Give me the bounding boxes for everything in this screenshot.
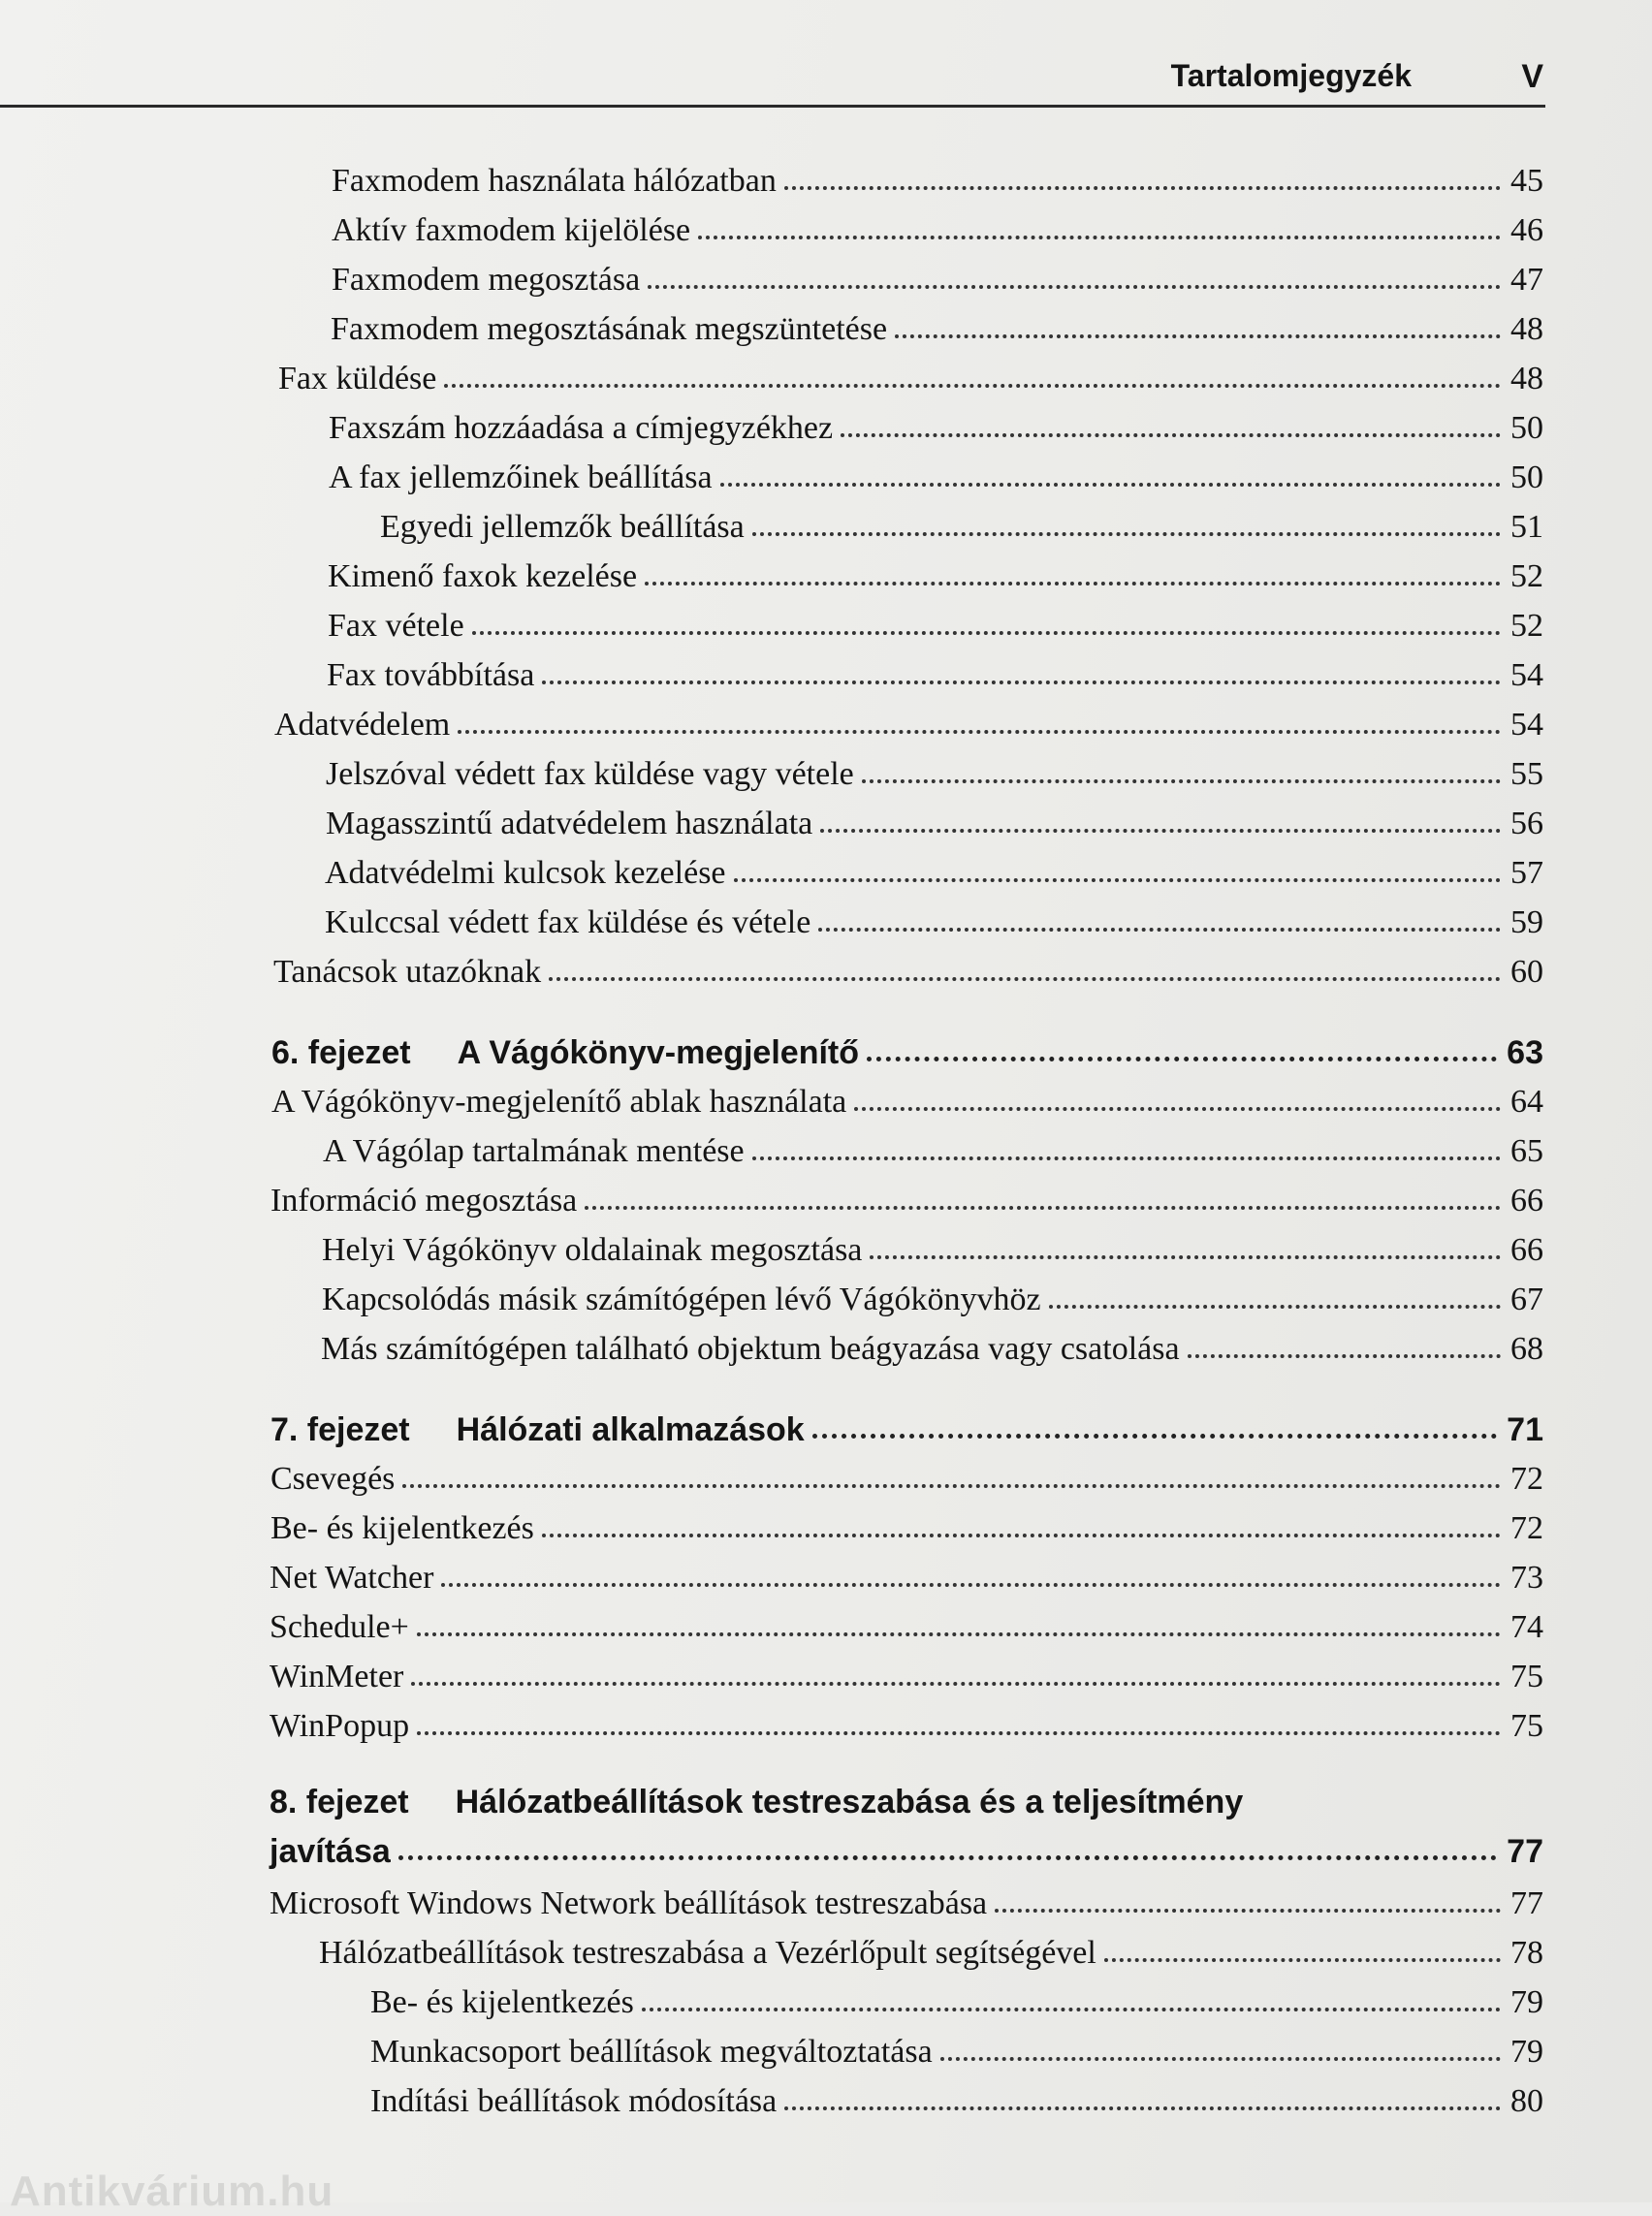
toc-entry — [323, 1121, 1543, 1171]
dot-leader — [542, 1534, 1501, 1537]
toc-entry — [328, 546, 1543, 596]
toc-entry-title: Kimenő faxok kezelése — [328, 558, 638, 594]
toc-entry-page: 52 — [1510, 558, 1543, 594]
toc-entry — [328, 595, 1543, 646]
toc-entry-title: A Vágólap tartalmának mentése — [323, 1133, 745, 1169]
toc-entry — [321, 1318, 1543, 1369]
dot-leader — [867, 1057, 1497, 1061]
toc-entry-title: Tanácsok utazóknak — [273, 954, 542, 990]
toc-entry — [270, 1695, 1543, 1746]
toc-entry-title: Jelszóval védett fax küldése vagy vétele — [326, 756, 854, 792]
chapter-title: Hálózatbeállítások testreszabása és a teljesítmény — [455, 1784, 1244, 1820]
toc-entry — [331, 299, 1543, 349]
toc-entry — [270, 1873, 1543, 1923]
toc-entry-title: Fax továbbítása — [327, 657, 535, 693]
toc-entry — [332, 150, 1543, 201]
toc-entry-page: 54 — [1510, 707, 1543, 743]
toc-entry — [370, 1972, 1543, 2022]
toc-entry — [325, 842, 1543, 893]
toc-entry-page: 54 — [1510, 657, 1543, 693]
toc-entry-page: 48 — [1510, 311, 1543, 347]
dot-leader — [441, 1583, 1501, 1587]
toc-entry — [319, 1922, 1543, 1973]
dot-leader — [542, 681, 1501, 684]
header-page-number: V — [1521, 58, 1543, 95]
toc-entry-page: 79 — [1510, 1984, 1543, 2020]
dot-leader — [940, 2057, 1501, 2061]
chapter-6-heading — [271, 1022, 1543, 1072]
dot-leader — [784, 2106, 1501, 2110]
toc-entry — [322, 1219, 1543, 1270]
dot-leader — [734, 878, 1501, 882]
chapter-number: 8. fejezet — [270, 1784, 409, 1820]
chapter-number: 7. fejezet — [270, 1411, 410, 1448]
toc-entry-title: A Vágókönyv-megjelenítő ablak használata — [271, 1084, 847, 1120]
dot-leader — [752, 1156, 1501, 1160]
toc-entry — [322, 1269, 1543, 1319]
toc-entry-title: Faxszám hozzáadása a címjegyzékhez — [329, 410, 834, 446]
toc-entry-page: 78 — [1510, 1935, 1543, 1971]
toc-entry-page: 46 — [1510, 212, 1543, 248]
toc-entry-title: Be- és kijelentkezés — [370, 1984, 634, 2020]
toc-entry-page: 64 — [1510, 1084, 1543, 1120]
dot-leader — [818, 928, 1501, 932]
toc-entry — [270, 1547, 1543, 1598]
dot-leader — [648, 285, 1501, 289]
toc-entry-title: Csevegés — [270, 1461, 396, 1497]
toc-entry-page: 77 — [1510, 1885, 1543, 1921]
dot-leader — [752, 532, 1501, 536]
toc-entry-title: Magasszintű adatvédelem használata — [326, 806, 813, 841]
toc-entry-title: A fax jellemzőinek beállítása — [329, 459, 713, 495]
toc-entry-page: 72 — [1510, 1510, 1543, 1546]
toc-entry-page: 67 — [1510, 1282, 1543, 1317]
toc-entry — [274, 694, 1543, 744]
toc-entry-title: Munkacsoport beállítások megváltoztatása — [370, 2034, 933, 2070]
toc-entry-page: 75 — [1510, 1708, 1543, 1744]
toc-entry-title: Microsoft Windows Network beállítások testreszabása — [270, 1885, 988, 1921]
toc-entry-title: Hálózatbeállítások testreszabása a Vezérlőpult segítségével — [319, 1935, 1096, 1971]
dot-leader — [417, 1731, 1501, 1735]
dot-leader — [1049, 1305, 1501, 1309]
dot-leader — [1188, 1354, 1501, 1358]
toc-entry — [271, 1071, 1543, 1122]
toc-entry-title: Aktív faxmodem kijelölése — [332, 212, 691, 248]
toc-entry-page: 79 — [1510, 2034, 1543, 2070]
toc-entry-title: Adatvédelmi kulcsok kezelése — [325, 855, 726, 891]
toc-entry-page: 45 — [1510, 163, 1543, 199]
watermark: Antikvárium.hu — [10, 2168, 334, 2215]
toc-entry — [270, 1448, 1543, 1499]
toc-entry-title: Faxmodem megosztása — [332, 262, 641, 298]
toc-entry-title: Faxmodem használata hálózatban — [332, 163, 777, 199]
toc-entry — [332, 200, 1543, 250]
dot-leader — [720, 483, 1501, 487]
toc-entry — [380, 496, 1543, 547]
toc-entry — [270, 1498, 1543, 1548]
chapter-title-continued: javítása — [270, 1833, 391, 1870]
toc-entry-title: Fax küldése — [278, 361, 437, 396]
header-title: Tartalomjegyzék — [1170, 58, 1412, 93]
toc-entry-page: 75 — [1510, 1659, 1543, 1694]
dot-leader — [1104, 1958, 1501, 1962]
dot-leader — [642, 2008, 1501, 2011]
dot-leader — [895, 334, 1501, 338]
dot-leader — [698, 236, 1501, 239]
toc-entry — [270, 1646, 1543, 1696]
toc-entry-title: Faxmodem megosztásának megszüntetése — [331, 311, 888, 347]
chapter-page: 63 — [1507, 1034, 1543, 1071]
toc-entry — [278, 348, 1543, 398]
toc-entry-title: WinMeter — [270, 1659, 404, 1694]
dot-leader — [472, 631, 1501, 635]
toc-entry-title: Helyi Vágókönyv oldalainak megosztása — [322, 1232, 863, 1268]
toc-entry — [270, 1170, 1543, 1220]
toc-entry-page: 74 — [1510, 1609, 1543, 1645]
dot-leader — [995, 1909, 1501, 1913]
toc-entry-title: Más számítógépen található objektum beágyazása vagy csatolása — [321, 1331, 1180, 1367]
toc-entry-title: Indítási beállítások módosítása — [370, 2083, 778, 2119]
toc-entry-page: 72 — [1510, 1461, 1543, 1497]
toc-entry-page: 59 — [1510, 904, 1543, 940]
toc-entry-title: Net Watcher — [270, 1560, 434, 1596]
toc-entry-page: 52 — [1510, 608, 1543, 644]
dot-leader — [398, 1855, 1497, 1860]
dot-leader — [841, 433, 1501, 437]
toc-entry-page: 55 — [1510, 756, 1543, 792]
dot-leader — [585, 1206, 1501, 1210]
toc-entry-page: 65 — [1510, 1133, 1543, 1169]
dot-leader — [402, 1484, 1501, 1488]
chapter-title: A Vágókönyv-megjelenítő — [457, 1034, 859, 1071]
toc-entry-page: 47 — [1510, 262, 1543, 298]
toc-entry-page: 57 — [1510, 855, 1543, 891]
toc-entry-page: 80 — [1510, 2083, 1543, 2119]
chapter-8-heading-continued — [270, 1820, 1543, 1871]
chapter-number: 6. fejezet — [271, 1034, 411, 1071]
toc-entry — [273, 941, 1543, 992]
toc-entry — [270, 1597, 1543, 1647]
dot-leader — [411, 1682, 1501, 1686]
dot-leader — [784, 186, 1501, 190]
dot-leader — [444, 384, 1501, 388]
toc-entry — [325, 892, 1543, 942]
dot-leader — [417, 1632, 1501, 1636]
toc-entry-page: 73 — [1510, 1560, 1543, 1596]
toc-entry-title: Kulccsal védett fax küldése és vétele — [325, 904, 811, 940]
dot-leader — [870, 1255, 1501, 1259]
dot-leader — [645, 582, 1501, 586]
toc-entry-page: 50 — [1510, 459, 1543, 495]
toc-entry-page: 66 — [1510, 1232, 1543, 1268]
toc-entry-title: Be- és kijelentkezés — [270, 1510, 534, 1546]
toc-entry-page: 50 — [1510, 410, 1543, 446]
toc-entry-page: 48 — [1510, 361, 1543, 396]
toc-entry-title: Adatvédelem — [274, 707, 451, 743]
toc-entry-page: 66 — [1510, 1183, 1543, 1219]
dot-leader — [854, 1107, 1501, 1111]
dot-leader — [862, 779, 1501, 783]
toc-entry-page: 51 — [1510, 509, 1543, 545]
toc-entry — [370, 2071, 1543, 2121]
toc-entry-title: Kapcsolódás másik számítógépen lévő Vágókönyvhöz — [322, 1282, 1041, 1317]
toc-entry-page: 68 — [1510, 1331, 1543, 1367]
toc-entry — [326, 744, 1543, 794]
toc-entry — [370, 2021, 1543, 2072]
toc-entry-title: Információ megosztása — [270, 1183, 578, 1219]
chapter-7-heading — [270, 1399, 1543, 1449]
toc-entry — [327, 645, 1543, 695]
chapter-title: Hálózati alkalmazások — [456, 1411, 805, 1448]
chapter-page: 71 — [1507, 1411, 1543, 1448]
toc-entry-page: 60 — [1510, 954, 1543, 990]
toc-entry — [329, 447, 1543, 497]
toc-entry-title: Fax vétele — [328, 608, 464, 644]
toc-entry-title: Egyedi jellemzők beállítása — [380, 509, 745, 545]
dot-leader — [549, 977, 1501, 981]
dot-leader — [820, 829, 1501, 833]
chapter-page: 77 — [1507, 1833, 1543, 1870]
toc-entry-title: WinPopup — [270, 1708, 410, 1744]
toc-entry-page: 56 — [1510, 806, 1543, 841]
dot-leader — [458, 730, 1501, 734]
toc-entry-title: Schedule+ — [270, 1609, 409, 1645]
dot-leader — [812, 1434, 1497, 1439]
toc-entry — [332, 249, 1543, 300]
toc-entry — [329, 397, 1543, 448]
toc-entry — [326, 793, 1543, 843]
